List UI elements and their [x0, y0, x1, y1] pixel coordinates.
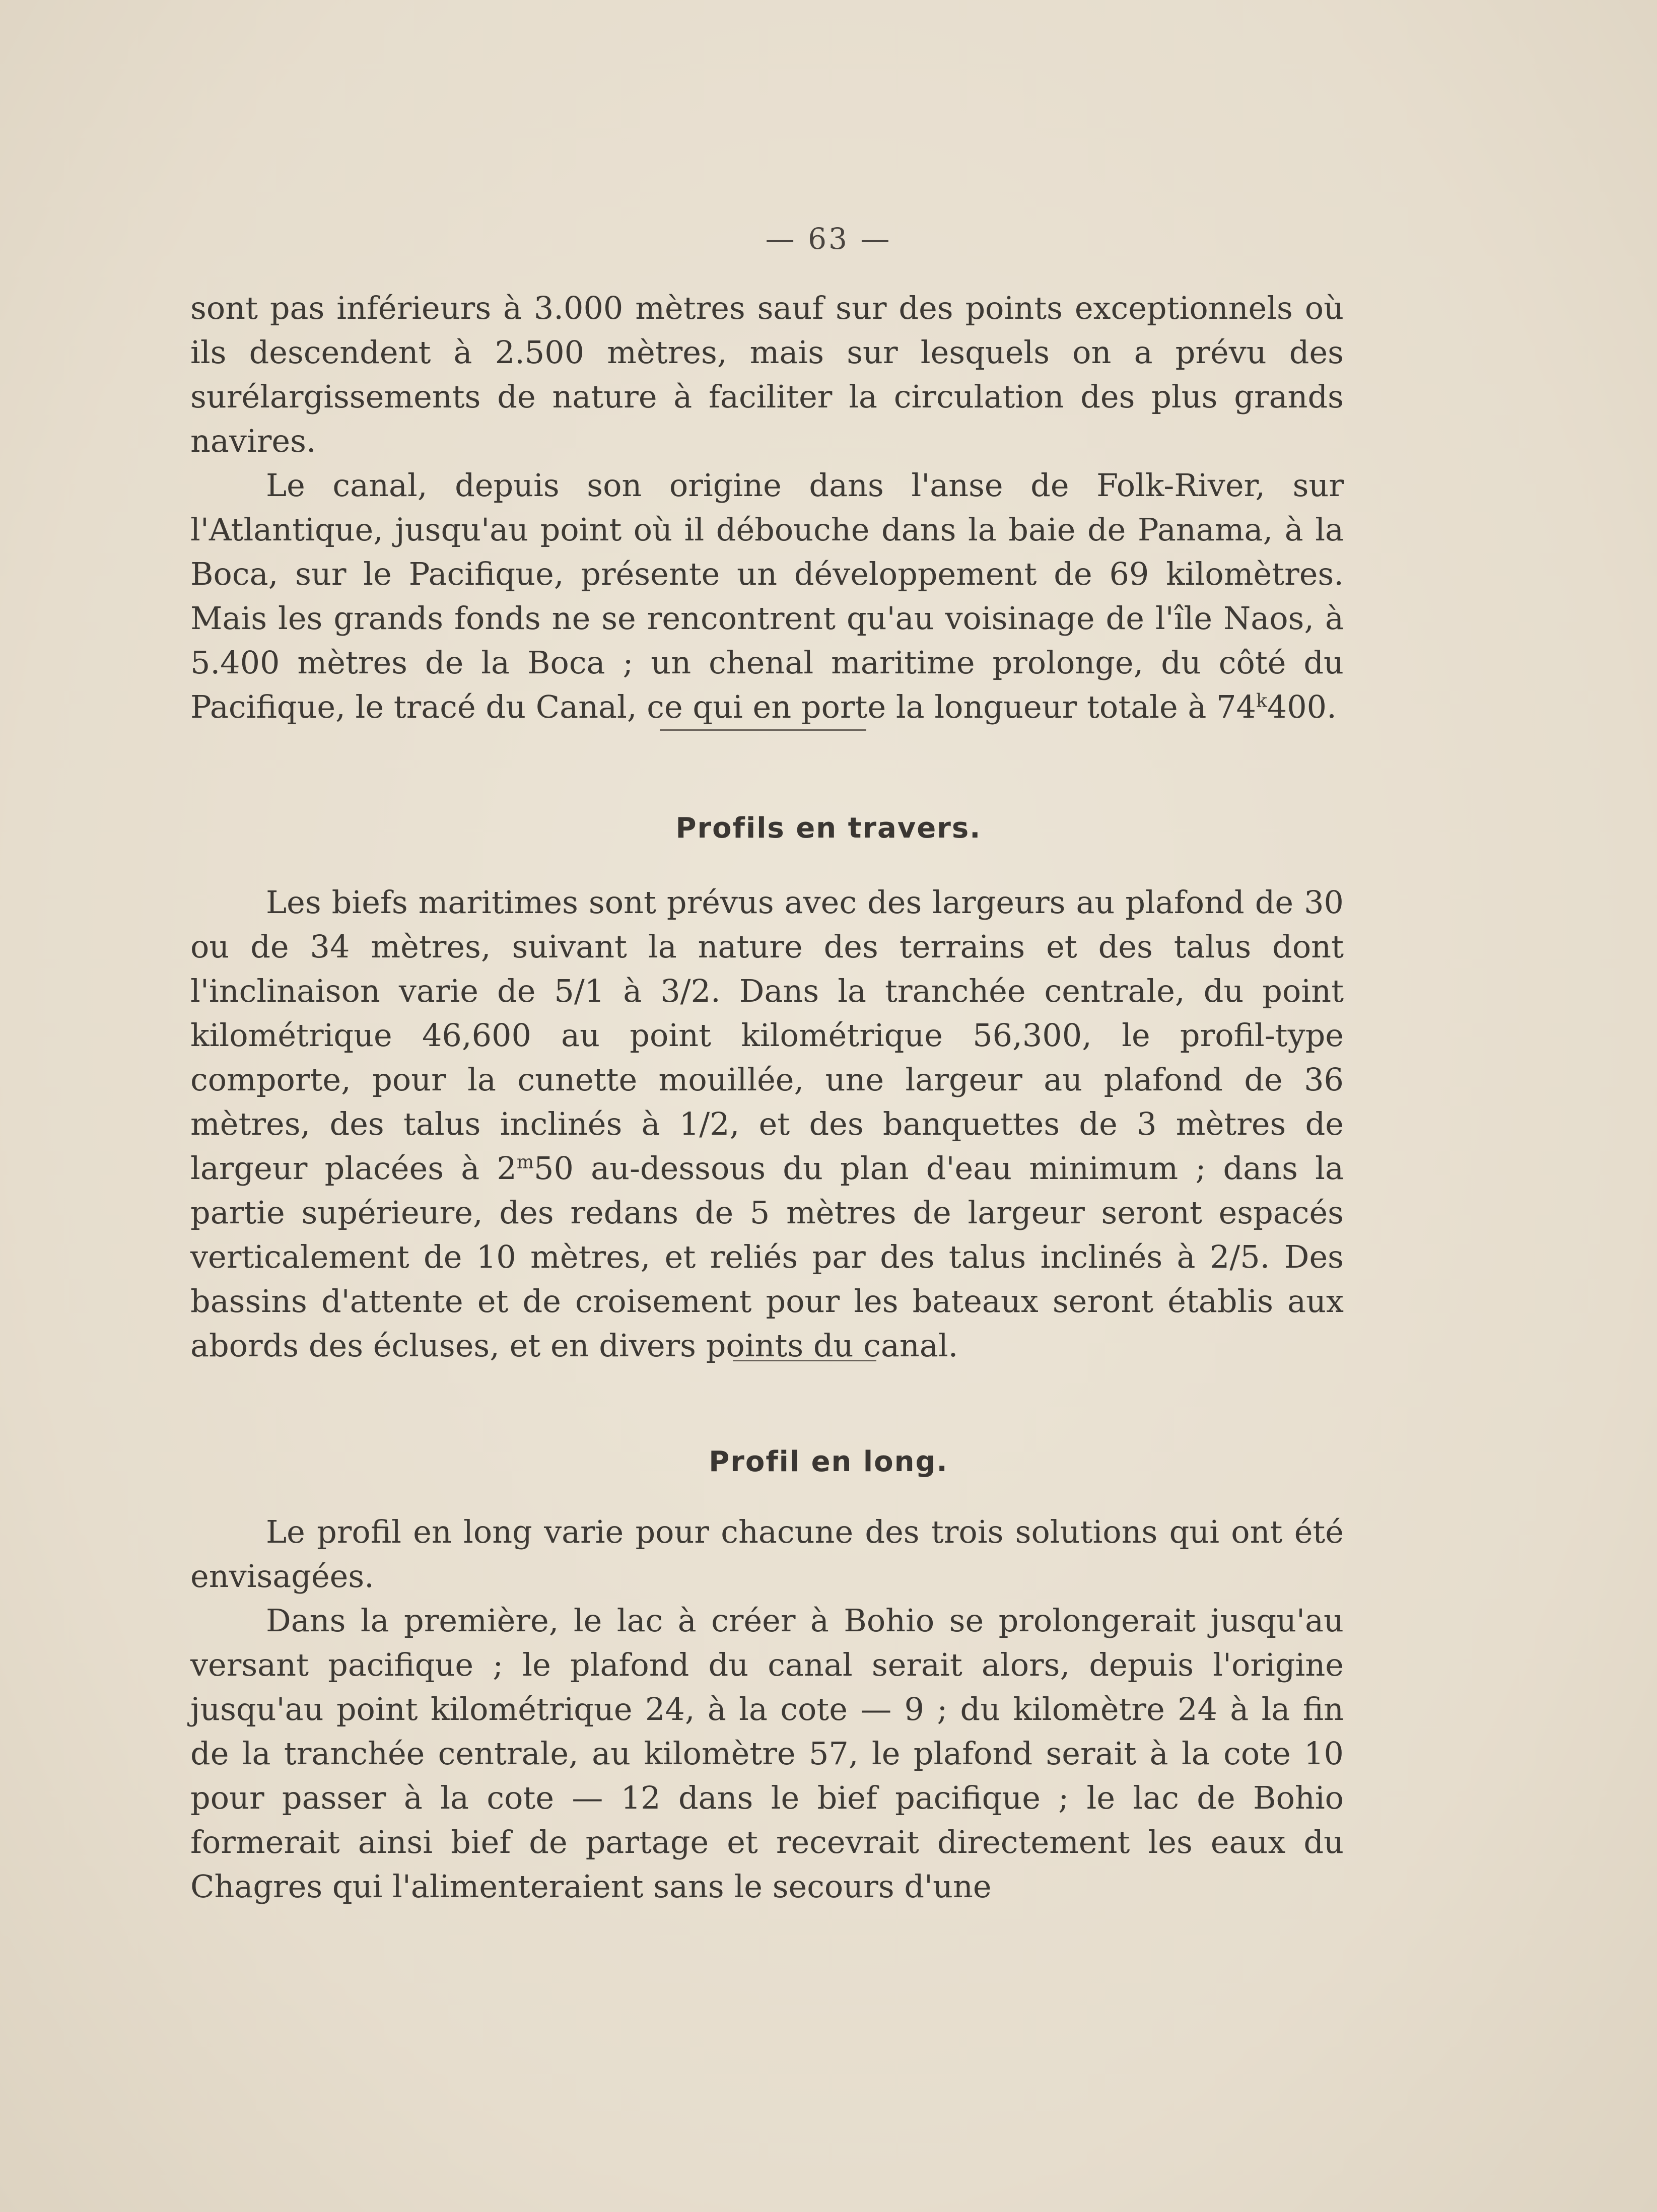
intro-text-block	[190, 286, 1344, 729]
profils-travers-text-a: Les biefs maritimes sont prévus avec des largeurs au plafond de 30 ou de 34 mètres, suivant la nature des terrains et des talus dont l'inclinaison varie de 5/1 à 3/2. Dans la tranchée centrale, du point kilométrique 46,600 au point kilométrique 56,300, le profil-type comporte, pour la cunette mouillée, une largeur au plafond de 36 mètres, des talus inclinés à 1/2, et des banquettes de 3 mètres de largeur placées à 2	[190, 884, 1344, 1187]
profil-long-text-block	[190, 1510, 1344, 1909]
section-heading-profil-long: Profil en long.	[709, 1445, 948, 1478]
canal-length-unit: k	[1256, 690, 1267, 712]
page-number: — 63 —	[765, 222, 892, 256]
canal-length-text: Le canal, depuis son origine dans l'anse de Folk-River, sur l'Atlantique, jusqu'au point où il débouche dans la baie de Panama, à la Boca, sur le Pacifique, présente un développement de 69 kilomètres. Mais les grands fonds ne se rencontrent qu'au voisinage de l'île Naos, à 5.400 mètres de la Boca ; un chenal maritime prolonge, du côté du Pacifique, le tracé du Canal, ce qui en porte la longueur totale à	[190, 467, 1344, 725]
profils-travers-text-block	[190, 880, 1344, 1368]
section-heading-profils-travers: Profils en travers.	[675, 812, 982, 845]
profils-travers-text-b: 50 au-dessous du plan d'eau minimum ; dans la partie supérieure, des redans de 5 mètres de largeur seront espacés verticalement de 10 mètres, et reliés par des talus inclinés à 2/5. Des bassins d'attente et de croisement pour les bateaux seront établis aux abords des écluses, et en divers points du canal.	[190, 1150, 1344, 1364]
section-divider	[733, 1360, 876, 1361]
canal-length-m: 400.	[1267, 688, 1337, 725]
profil-long-paragraph-first-solution: Dans la première, le lac à créer à Bohio se prolongerait jusqu'au versant pacifique ; le plafond du canal serait alors, depuis l'origine jusqu'au point kilométrique 24, à la cote — 9 ; du kilomètre 24 à la fin de la tranchée centrale, au kilomètre 57, le plafond serait à la cote 10 pour passer à la cote — 12 dans le bief pacifique ; le lac de Bohio formerait ainsi bief de partage et recevrait directement les eaux du Chagres qui l'alimenteraient sans le secours d'une	[190, 1602, 1344, 1905]
profils-travers-sup: m	[516, 1152, 534, 1173]
canal-length-km: 74	[1216, 688, 1256, 725]
intro-paragraph-canal-length	[190, 463, 1344, 729]
profils-travers-paragraph	[190, 880, 1344, 1368]
profil-long-paragraph-intro: Le profil en long varie pour chacune des trois solutions qui ont été envisagées.	[190, 1513, 1344, 1595]
section-divider	[660, 729, 866, 731]
intro-paragraph-continuation: sont pas inférieurs à 3.000 mètres sauf sur des points exceptionnels où ils descendent à 2.500 mètres, mais sur lesquels on a prévu des surélargissements de nature à faciliter la circulation des plus grands navires.	[190, 290, 1344, 459]
